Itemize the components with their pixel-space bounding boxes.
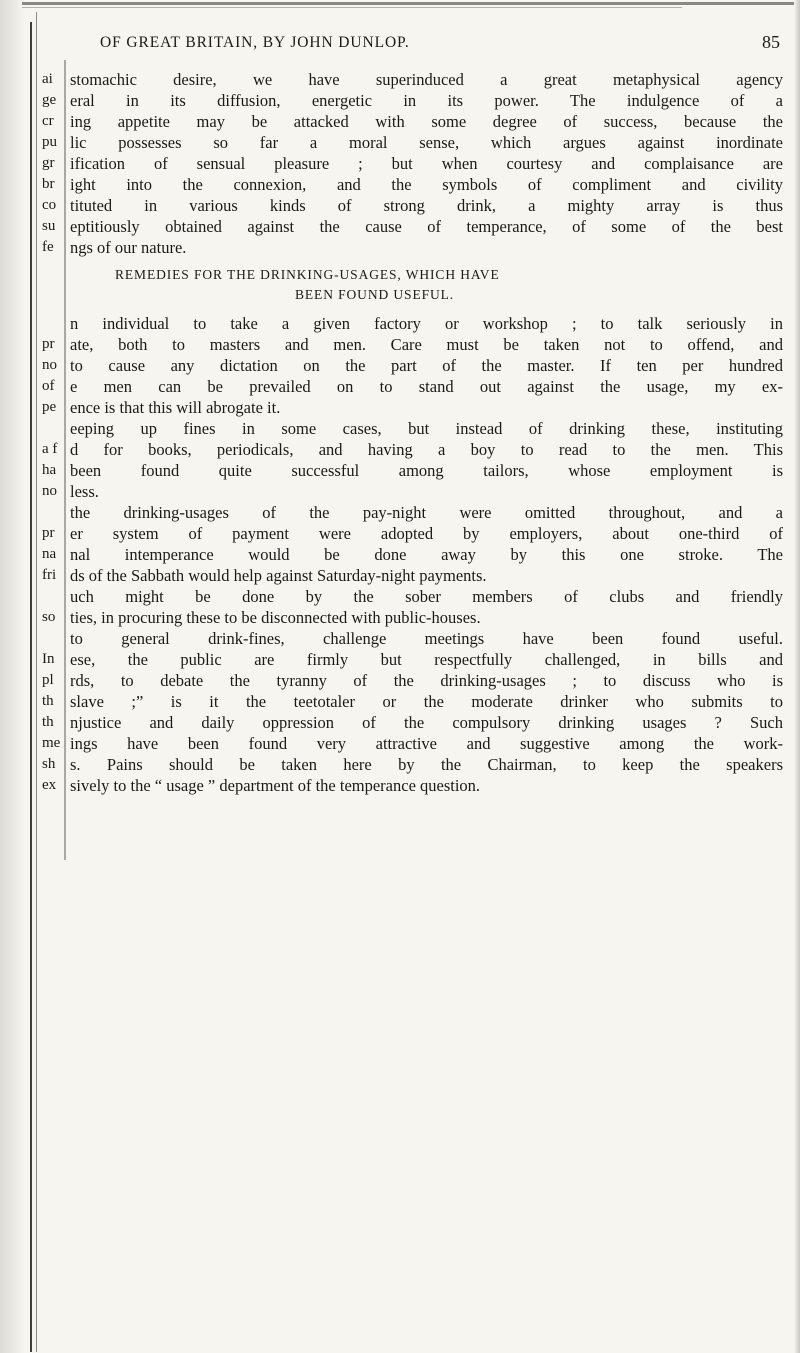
margin-fragment: pr xyxy=(42,336,55,352)
text-line: uch might be done by the sober members of clubs and friendly xyxy=(70,587,783,606)
text-line: ification of sensual pleasure ; but when courtesy and complaisance are xyxy=(70,154,783,173)
text-line: ing appetite may be attacked with some degree of success, because the xyxy=(70,112,783,131)
margin-fragment: pu xyxy=(42,134,57,150)
text-line: to cause any dictation on the part of the master. If ten per hundred xyxy=(70,356,783,375)
text-line: ence is that this will abrogate it. xyxy=(70,398,281,417)
text-line: e men can be prevailed on to stand out against the usage, my ex- xyxy=(70,377,783,396)
text-line: s. Pains should be taken here by the Chairman, to keep the speakers xyxy=(70,755,783,774)
running-head-title: OF GREAT BRITAIN, BY JOHN DUNLOP. xyxy=(100,34,410,51)
text-line: been found quite successful among tailors, whose employment is xyxy=(70,461,783,480)
margin-fragment: co xyxy=(42,197,57,213)
text-line: ings have been found very attractive and suggestive among the work- xyxy=(70,734,783,753)
margin-fragment: pr xyxy=(42,525,55,541)
margin-fragment: cr xyxy=(42,113,54,129)
margin-fragment: na xyxy=(42,546,57,562)
text-line: ties, in procuring these to be disconnected with public-houses. xyxy=(70,608,481,627)
text-line: er system of payment were adopted by employers, about one-third of xyxy=(70,524,783,543)
text-line: n individual to take a given factory or workshop ; to talk seriously in xyxy=(70,314,783,333)
text-line: sively to the “ usage ” department of the temperance question. xyxy=(70,776,481,795)
margin-fragment: br xyxy=(42,176,55,192)
margin-fragment: In xyxy=(42,651,55,667)
text-line: the drinking-usages of the pay-night were omitted throughout, and a xyxy=(70,503,783,522)
text-line: eeping up fines in some cases, but instead of drinking these, instituting xyxy=(70,419,783,438)
margin-fragment: so xyxy=(42,609,56,625)
page-right-edge xyxy=(794,0,800,1353)
text-line: d for books, periodicals, and having a boy to read to the men. This xyxy=(70,440,783,459)
margin-fragment: su xyxy=(42,218,56,234)
margin-fragment: th xyxy=(42,693,54,709)
margin-fragment: ge xyxy=(42,92,57,108)
text-line: to general drink-fines, challenge meetings have been found useful. xyxy=(70,629,783,648)
margin-fragment: fe xyxy=(42,239,54,255)
margin-fragment: pl xyxy=(42,672,54,688)
page-number: 85 xyxy=(762,32,780,52)
text-line: eral in its diffusion, energetic in its power. The indulgence of a xyxy=(70,91,783,110)
gutter-edge-line xyxy=(30,22,32,1352)
text-line: ese, the public are firmly but respectfully challenged, in bills and xyxy=(70,650,783,669)
text-line: nal intemperance would be done away by this one stroke. The xyxy=(70,545,783,564)
section-heading-line1: REMEDIES FOR THE DRINKING-USAGES, WHICH HAVE xyxy=(115,267,500,282)
margin-fragment: a f xyxy=(42,441,58,457)
text-column xyxy=(70,0,783,1353)
margin-fragment: fri xyxy=(42,567,57,583)
text-line: slave ;” is it the teetotaler or the moderate drinker who submits to xyxy=(70,692,783,711)
text-line: lic possesses so far a moral sense, which argues against inordinate xyxy=(70,133,783,152)
margin-fragment: ha xyxy=(42,462,57,478)
margin-fragment: ex xyxy=(42,777,57,793)
text-line: ngs of our nature. xyxy=(70,238,187,257)
text-line: eptitiously obtained against the cause of temperance, of some of the best xyxy=(70,217,783,236)
margin-fragment: of xyxy=(42,378,55,394)
text-line: stomachic desire, we have superinduced a great metaphysical agency xyxy=(70,70,783,89)
margin-fragment: gr xyxy=(42,155,55,171)
text-line: ds of the Sabbath would help against Saturday-night payments. xyxy=(70,566,487,585)
text-line: ate, both to masters and men. Care must be taken not to offend, and xyxy=(70,335,783,354)
margin-fragment: th xyxy=(42,714,54,730)
margin-fragment: me xyxy=(42,735,61,751)
text-line: rds, to debate the tyranny of the drinking-usages ; to discuss who is xyxy=(70,671,783,690)
margin-fragment: pe xyxy=(42,399,57,415)
gutter-margin-fragments xyxy=(42,0,68,1353)
gutter-edge-line-inner xyxy=(36,12,37,1352)
margin-fragment: no xyxy=(42,483,57,499)
margin-fragment: ai xyxy=(42,71,53,87)
margin-fragment: no xyxy=(42,357,57,373)
page-binding-shadow xyxy=(0,0,24,1353)
section-heading-line2: BEEN FOUND USEFUL. xyxy=(295,287,455,302)
text-line: less. xyxy=(70,482,99,501)
margin-fragment: sh xyxy=(42,756,56,772)
text-line: ight into the connexion, and the symbols of compliment and civility xyxy=(70,175,783,194)
text-line: tituted in various kinds of strong drink, a mighty array is thus xyxy=(70,196,783,215)
text-line: njustice and daily oppression of the compulsory drinking usages ? Such xyxy=(70,713,783,732)
